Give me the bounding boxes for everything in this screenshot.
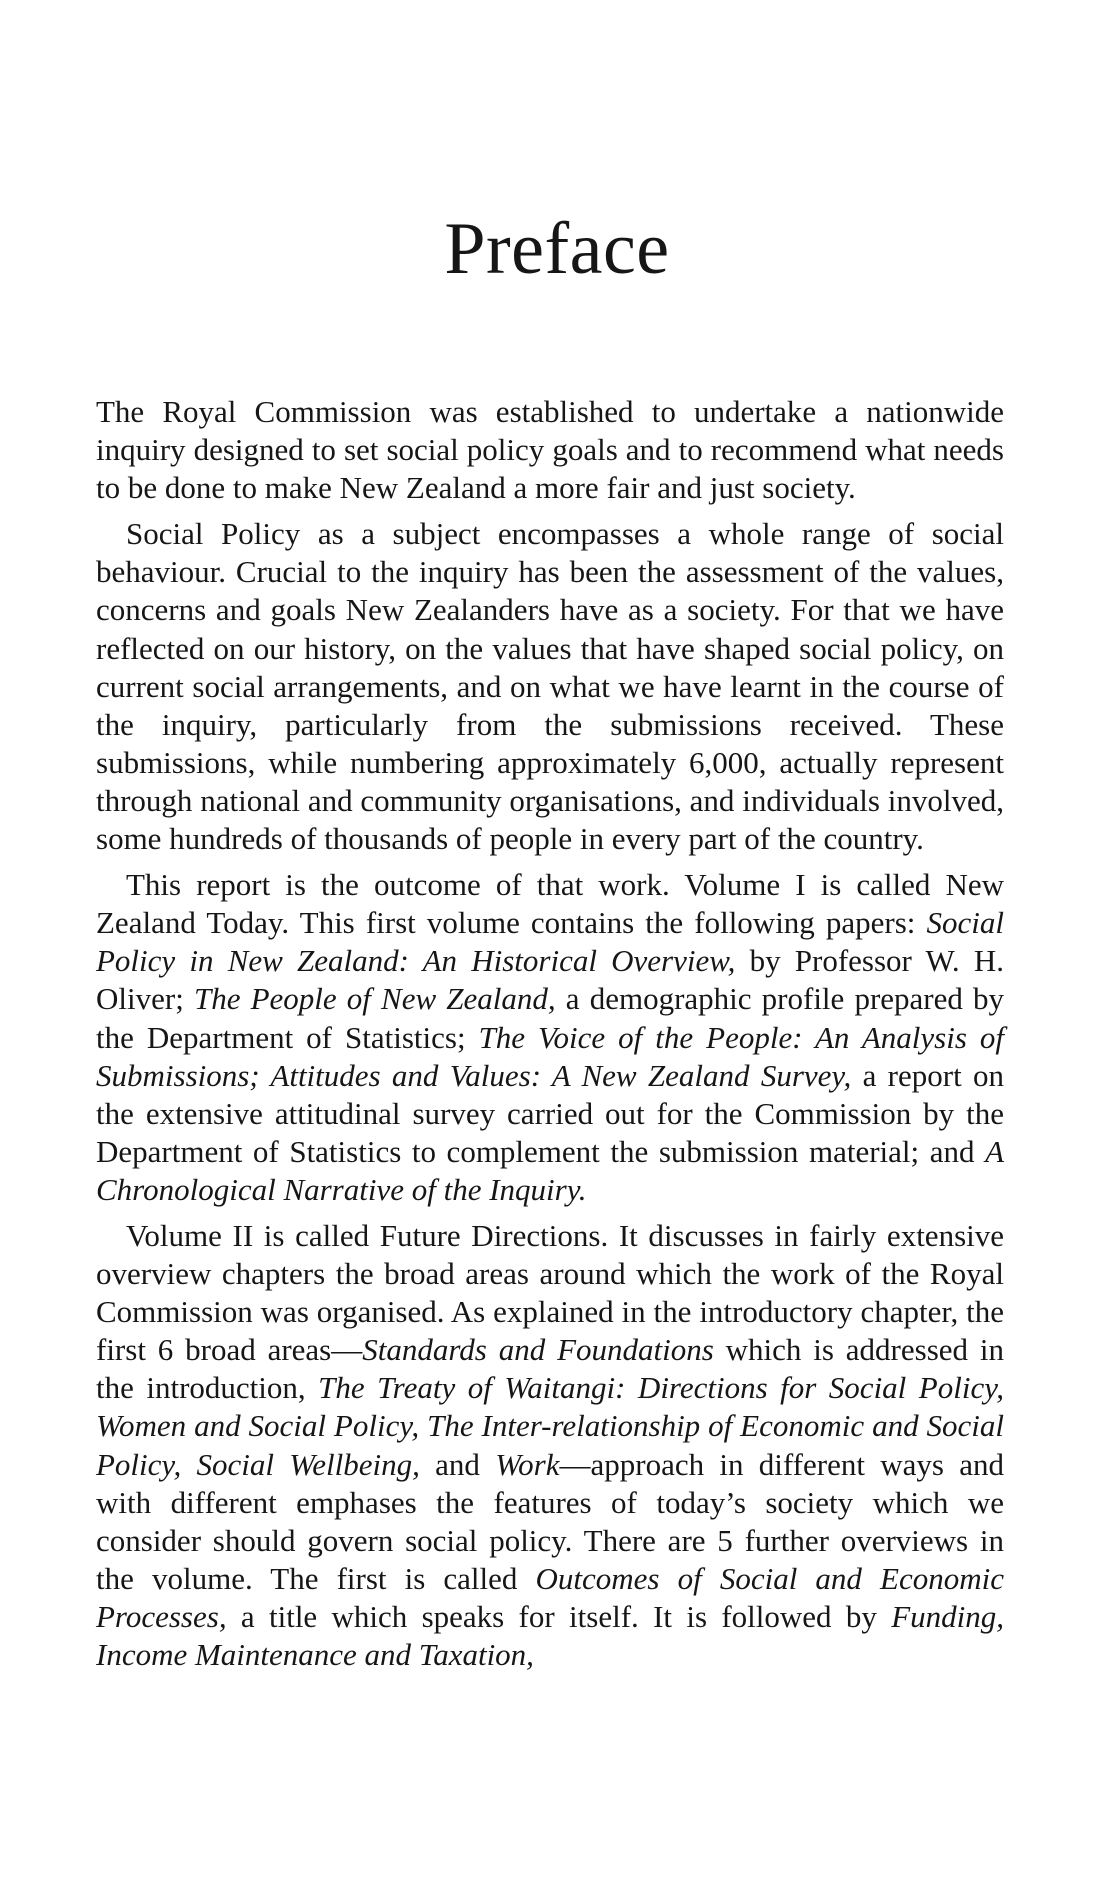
text-run: a report on the extensive attitudinal survey carried out for the Commission by the Department of Statistics to complement the submission material; and <box>96 1057 1005 1169</box>
italic-title: The Treaty of Waitangi: Directions for Social Policy, Women and Social Policy, The Inter-relationship of Economic and Social Policy, Social Wellbeing, <box>96 1370 1004 1482</box>
text-run: a title which speaks for itself. It is followed by <box>226 1598 892 1634</box>
paragraph-2: Social Policy as a subject encompasses a whole range of social behaviour. Crucial to the inquiry has been the assessment of the values, concerns and goals New Zealanders have as a society. For that we have reflected on our history, on the values that have shaped social policy, on current social arrangements, and on what we have learnt in the course of the inquiry, particularly from the submissions received. These submissions, while numbering approximately 6,000, actually represent through national and community organisations, and individuals involved, some hundreds of thousands of people in every part of the country. <box>96 516 1004 857</box>
text-run: Volume II is called Future Directions. It discusses in fairly extensive overview chapters the broad areas around which the work of the Royal Commission was organised. As explained in the introductory chapter, the first 6 broad areas— <box>96 1217 1004 1368</box>
paragraph-3 <box>96 866 1004 1209</box>
paragraph-4 <box>96 1217 1004 1674</box>
preface-body <box>96 393 1004 1674</box>
text-run: a demographic profile prepared by the Department of Statistics; <box>96 981 1005 1055</box>
italic-title: A Chronological Narrative of the Inquiry. <box>96 1133 1004 1207</box>
text-run: which is addressed in the introduction, <box>96 1332 1004 1406</box>
page-title: Preface <box>444 208 670 290</box>
text-run: —approach in different ways and with different emphases the features of today’s society which we consider should govern social policy. There are 5 further overviews in the volume. The first is called <box>96 1446 1004 1596</box>
italic-title: Work <box>495 1446 560 1482</box>
paragraph-1: The Royal Commission was established to undertake a nationwide inquiry designed to set social policy goals and to recommend what needs to be done to make New Zealand a more fair and just society. <box>96 394 1004 506</box>
italic-title: Funding, Income Maintenance and Taxation, <box>96 1598 1004 1672</box>
italic-title: The People of New Zealand, <box>193 981 556 1017</box>
text-run: and <box>419 1446 496 1482</box>
italic-title: The Voice of the People: An Analysis of Submissions; Attitudes and Values: A New Zealand Survey, <box>96 1019 1004 1093</box>
italic-title: Outcomes of Social and Economic Processes, <box>96 1560 1004 1634</box>
text-run: by Professor W. H. Oliver; <box>96 943 1005 1017</box>
text-run: This report is the outcome of that work. Volume I is called New Zealand Today. This first volume contains the following papers: <box>96 867 1004 941</box>
italic-title: Social Policy in New Zealand: An Historical Overview, <box>96 905 1004 979</box>
italic-title: Standards and Foundations <box>362 1332 714 1368</box>
